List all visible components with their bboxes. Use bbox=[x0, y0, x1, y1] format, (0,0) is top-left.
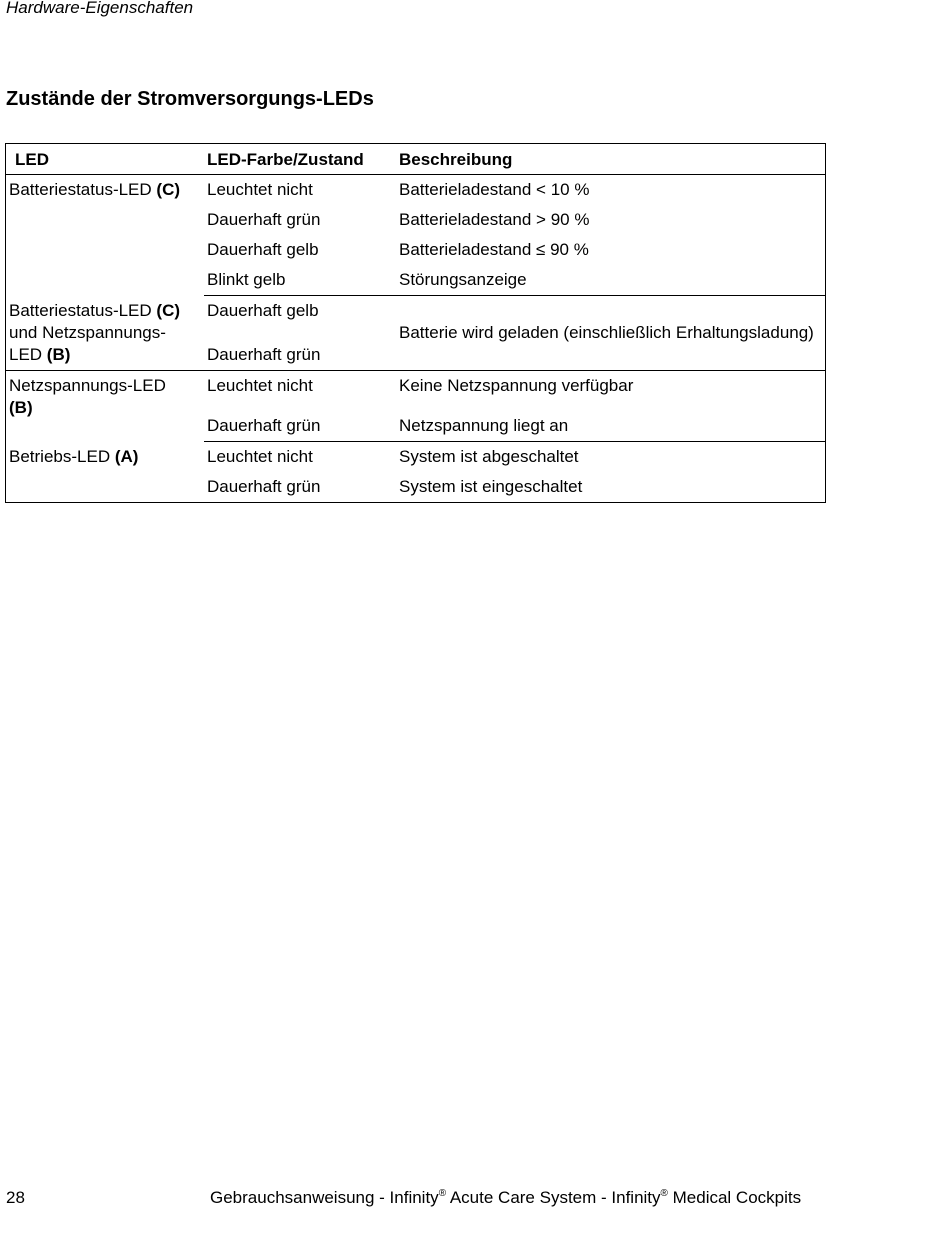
state-cell: Dauerhaft grün bbox=[207, 210, 321, 229]
led-ref: (C) bbox=[156, 300, 181, 320]
description-cell: System ist abgeschaltet bbox=[399, 447, 579, 466]
description-cell: System ist eingeschaltet bbox=[399, 477, 583, 496]
led-cell: Netzspannungs-LED (B) bbox=[9, 376, 166, 417]
description-cell: Keine Netzspannung verfügbar bbox=[399, 376, 634, 395]
description-cell: Batterieladestand < 10 % bbox=[399, 180, 590, 199]
table-row bbox=[6, 175, 826, 206]
table-row bbox=[6, 296, 826, 371]
column-header-led: LED bbox=[6, 144, 205, 175]
state-cell: Dauerhaft gelb bbox=[207, 240, 319, 259]
document-title-footer: Gebrauchsanweisung - Infinity® Acute Care System - Infinity® Medical Cockpits bbox=[210, 1188, 802, 1207]
running-header: Hardware-Eigenschaften bbox=[6, 0, 194, 17]
page-number: 28 bbox=[6, 1188, 25, 1207]
table-header-row bbox=[6, 144, 826, 175]
description-cell: Batterieladestand > 90 % bbox=[399, 210, 590, 229]
state-cell: Blinkt gelb bbox=[204, 265, 396, 296]
description-cell: Batterieladestand ≤ 90 % bbox=[399, 240, 589, 259]
section-title: Zustände der Stromversorgungs-LEDs bbox=[6, 88, 374, 110]
led-ref: (B) bbox=[46, 344, 71, 364]
column-header-state: LED-Farbe/Zustand bbox=[204, 144, 396, 175]
description-cell: Batterie wird geladen (einschließlich Erhaltungsladung) bbox=[396, 296, 826, 371]
registered-mark: ® bbox=[660, 1188, 668, 1199]
state-cell: Dauerhaft gelb Dauerhaft grün bbox=[204, 296, 396, 371]
led-status-table bbox=[5, 143, 826, 503]
led-ref: (C) bbox=[156, 180, 181, 199]
state-cell: Leuchtet nicht bbox=[207, 180, 313, 199]
led-cell: Betriebs-LED (A) bbox=[9, 446, 139, 466]
led-ref: (A) bbox=[114, 446, 139, 466]
led-cell: Batteriestatus-LED (C) bbox=[9, 180, 181, 199]
table-row bbox=[6, 371, 826, 402]
led-cell: Batteriestatus-LED (C) und Netzspannungs- LED (B) bbox=[6, 296, 205, 371]
led-ref: (B) bbox=[9, 398, 33, 417]
column-header-description: Beschreibung bbox=[396, 144, 826, 175]
state-cell: Leuchtet nicht bbox=[207, 447, 313, 466]
description-cell: Netzspannung liegt an bbox=[396, 401, 826, 442]
state-cell: Dauerhaft grün bbox=[204, 401, 396, 442]
registered-mark: ® bbox=[438, 1188, 447, 1199]
description-cell: Störungsanzeige bbox=[396, 265, 826, 296]
table-row bbox=[6, 442, 826, 473]
state-cell: Dauerhaft grün bbox=[207, 477, 321, 496]
state-cell: Leuchtet nicht bbox=[207, 376, 313, 395]
